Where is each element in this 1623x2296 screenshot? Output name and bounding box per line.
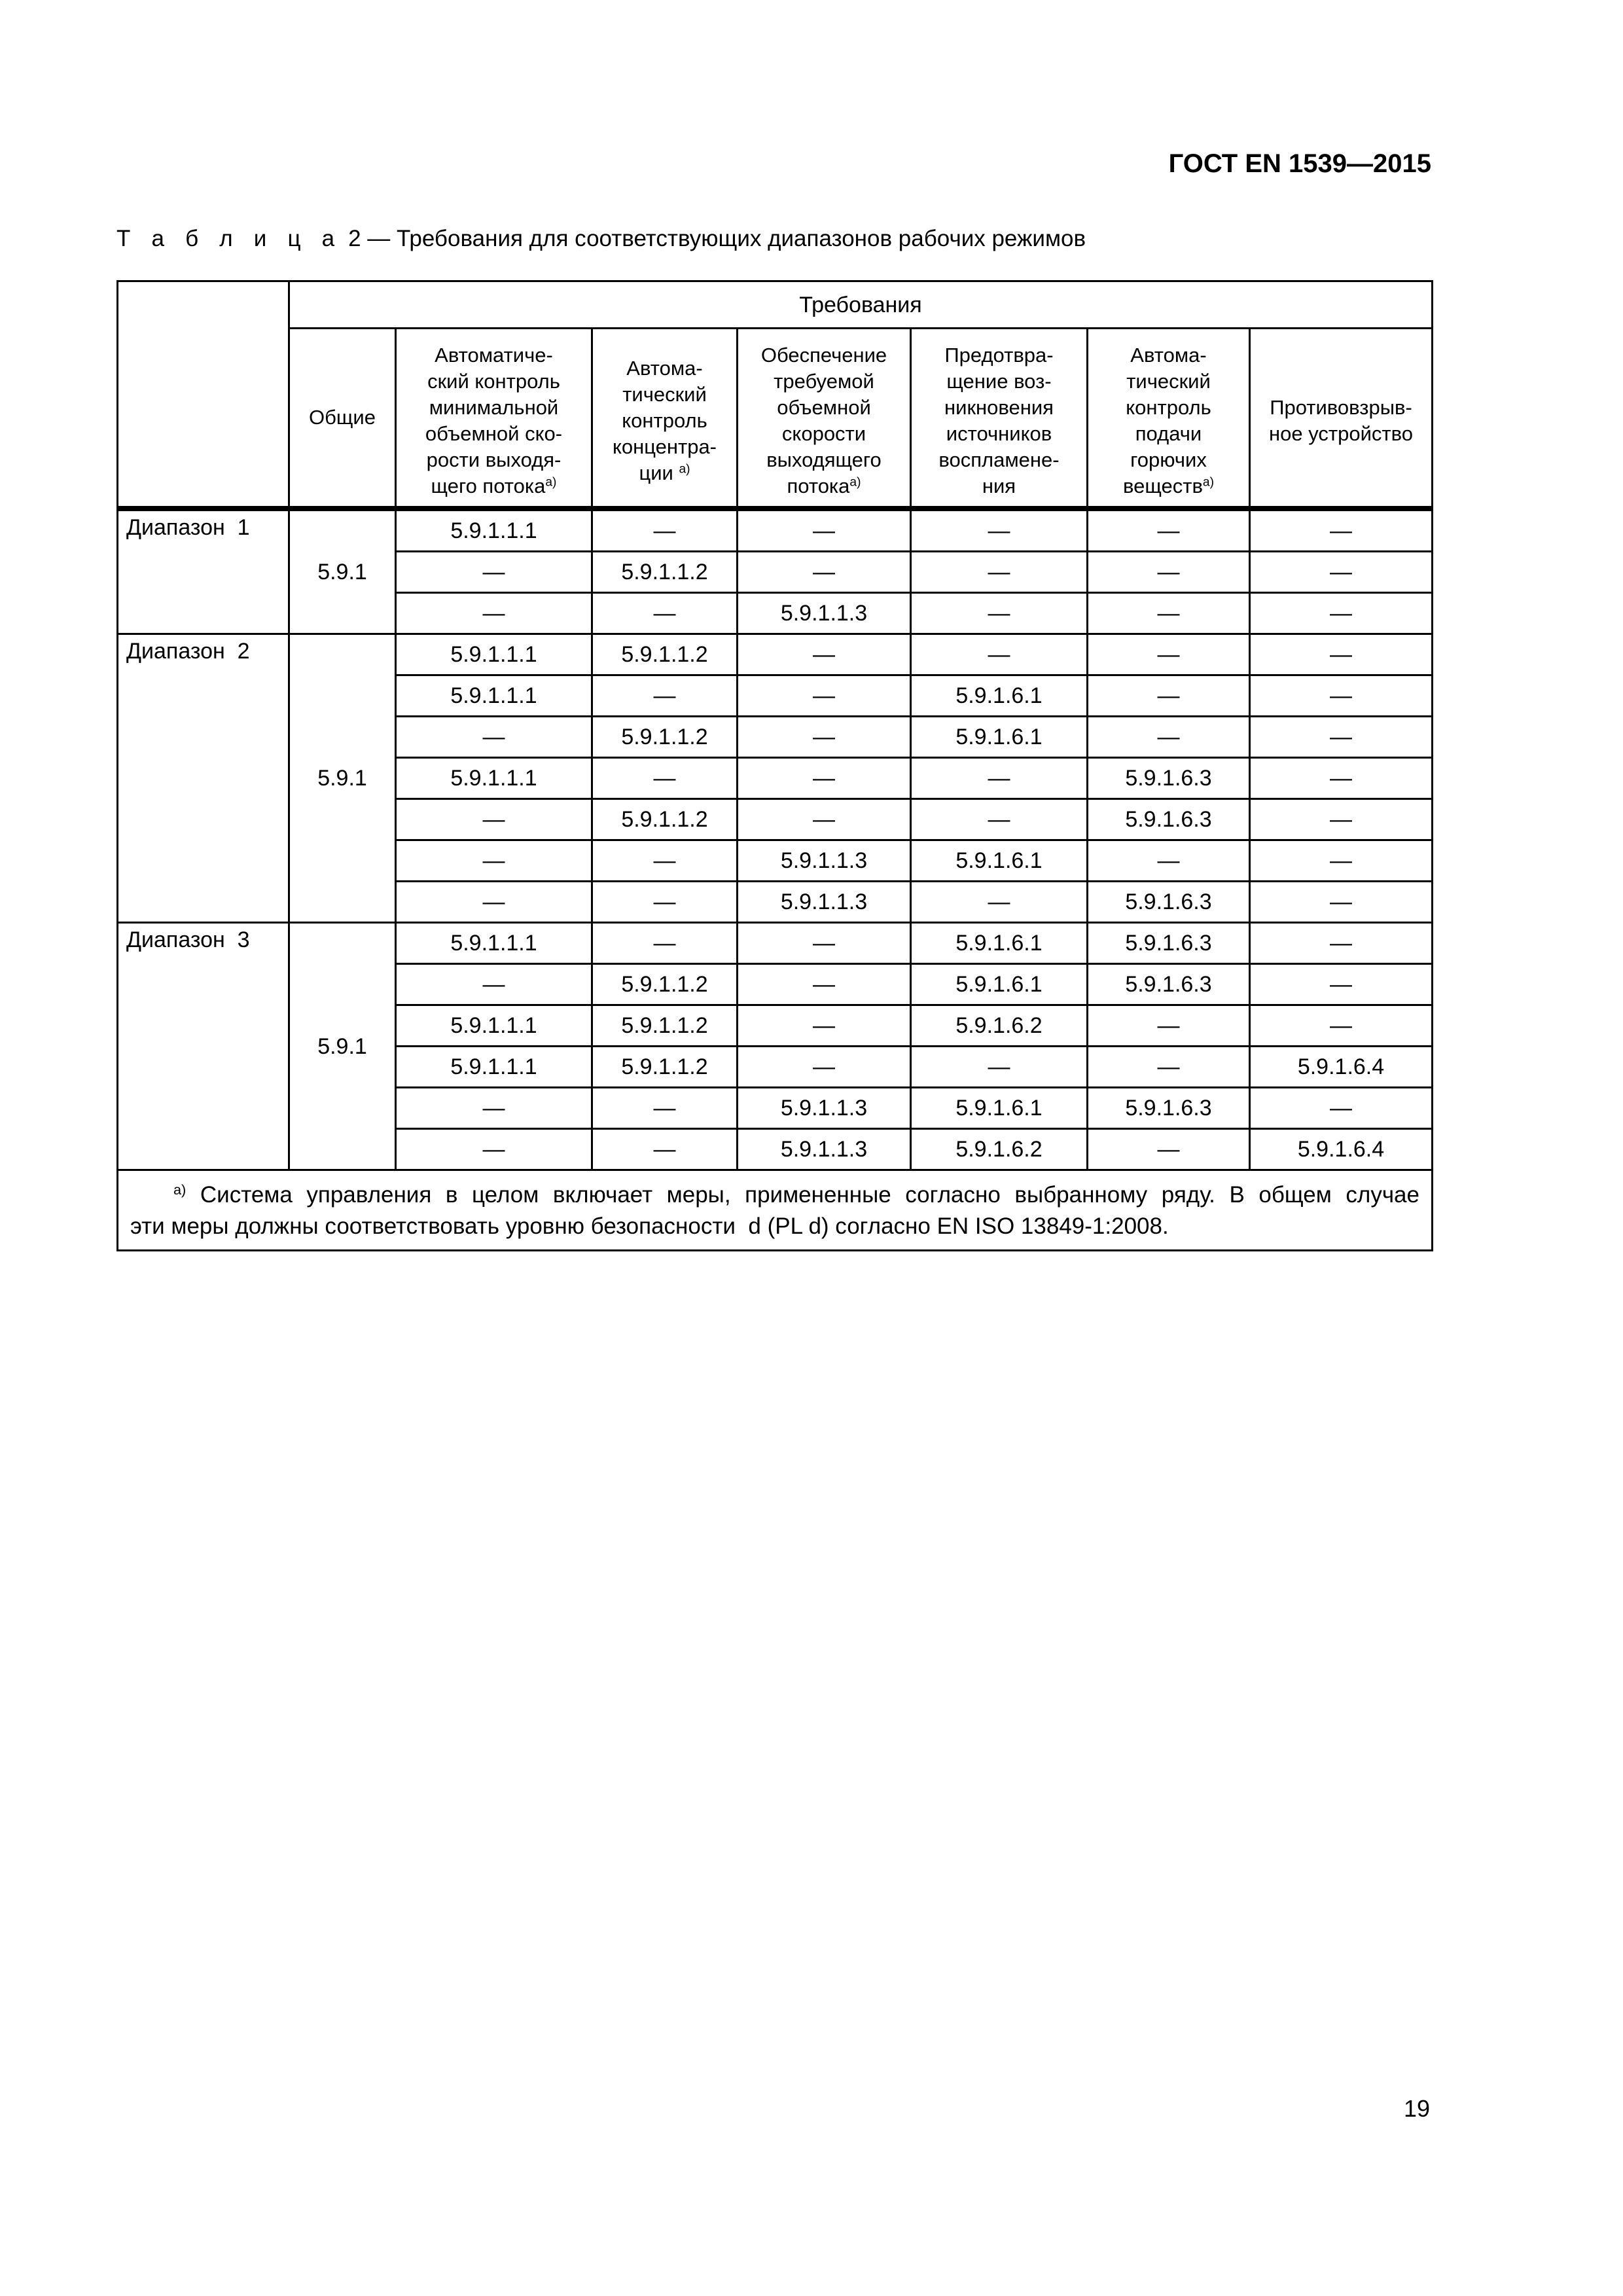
table-cell: 5.9.1.6.4 [1250, 1129, 1433, 1170]
table-cell: — [592, 923, 738, 964]
table-cell: — [1088, 634, 1250, 675]
table-cell: — [1088, 1129, 1250, 1170]
column-header [289, 329, 396, 509]
page-number: 19 [1403, 2095, 1430, 2122]
range-name: Диапазон 2 [118, 634, 289, 923]
table-cell: 5.9.1.6.3 [1088, 882, 1250, 923]
table-cell: 5.9.1.6.3 [1088, 964, 1250, 1005]
table-cell: — [592, 758, 738, 799]
table-cell: — [1250, 758, 1433, 799]
table-cell: — [1088, 509, 1250, 552]
table-cell: — [738, 964, 911, 1005]
table-cell: — [1088, 1047, 1250, 1088]
table-cell: — [1250, 799, 1433, 840]
column-header-text: Автома- тический контроль концентра- ции [612, 357, 717, 484]
general-requirement: 5.9.1 [289, 509, 396, 634]
caption-number: 2 [348, 226, 361, 251]
footnote-marker: a) [1202, 475, 1214, 490]
table-cell: — [738, 552, 911, 593]
table-cell: 5.9.1.1.2 [592, 634, 738, 675]
column-header-text: Автоматиче- ский контроль минимальной объемной ско- рости выходя- щего потока [425, 344, 563, 497]
general-requirement: 5.9.1 [289, 634, 396, 923]
table-cell: 5.9.1.1.3 [738, 840, 911, 882]
corner-cell [118, 281, 289, 509]
footnote-marker: a) [849, 475, 861, 490]
table-cell: — [911, 882, 1088, 923]
range-name: Диапазон 1 [118, 509, 289, 634]
table-row [118, 509, 1433, 552]
table-cell: — [592, 840, 738, 882]
footnote-text: Система управления в целом включает меры, примененные согласно выбранному ряду. В общем случае [186, 1182, 1419, 1208]
table-cell: — [396, 840, 592, 882]
column-header [592, 329, 738, 509]
table-cell: 5.9.1.1.1 [396, 1005, 592, 1047]
table-cell: 5.9.1.1.2 [592, 1005, 738, 1047]
table-cell: 5.9.1.6.3 [1088, 758, 1250, 799]
table-caption [116, 226, 1086, 252]
table-cell: — [396, 882, 592, 923]
table-cell: — [1088, 1005, 1250, 1047]
table-cell: — [396, 717, 592, 758]
column-header [396, 329, 592, 509]
table-cell: — [1088, 717, 1250, 758]
column-header [1250, 329, 1433, 509]
table-cell: — [1250, 1005, 1433, 1047]
table-cell: 5.9.1.6.1 [911, 840, 1088, 882]
table-cell: — [1250, 675, 1433, 717]
table-cell: — [1088, 593, 1250, 634]
table-cell: — [1250, 840, 1433, 882]
table-cell: — [1088, 675, 1250, 717]
table-cell: 5.9.1.1.2 [592, 964, 738, 1005]
table-cell: — [738, 509, 911, 552]
table-cell: — [738, 799, 911, 840]
table-cell: — [1250, 593, 1433, 634]
table-cell: — [738, 634, 911, 675]
table-cell: — [592, 593, 738, 634]
table-cell: 5.9.1.1.2 [592, 552, 738, 593]
table-cell: 5.9.1.1.1 [396, 634, 592, 675]
range-name: Диапазон 3 [118, 923, 289, 1170]
column-header-text: Противовзрыв- ное устройство [1269, 396, 1413, 445]
table-cell: — [396, 552, 592, 593]
table-cell: 5.9.1.6.1 [911, 964, 1088, 1005]
table-cell: — [592, 1129, 738, 1170]
caption-text: — Требования для соответствующих диапазонов рабочих режимов [361, 226, 1086, 251]
table-cell: 5.9.1.1.1 [396, 675, 592, 717]
table-cell: 5.9.1.6.3 [1088, 923, 1250, 964]
table-cell: 5.9.1.6.1 [911, 1088, 1088, 1129]
table-cell: 5.9.1.6.2 [911, 1005, 1088, 1047]
table-cell: — [911, 758, 1088, 799]
table-cell: 5.9.1.1.2 [592, 799, 738, 840]
table-cell: — [592, 675, 738, 717]
column-header-text: Обеспечение требуемой объемной скорости выходящего потока [760, 344, 887, 497]
table-cell: — [396, 799, 592, 840]
table-cell: 5.9.1.1.1 [396, 509, 592, 552]
table-cell: — [1250, 923, 1433, 964]
footnote-marker: a) [173, 1181, 187, 1198]
column-header-text: Общие [309, 406, 376, 429]
table-cell: — [738, 717, 911, 758]
table-cell: — [592, 509, 738, 552]
table-cell: 5.9.1.1.1 [396, 758, 592, 799]
table-cell: — [1250, 882, 1433, 923]
column-header-text: Предотвра- щение воз- никновения источников воспламене- ния [938, 344, 1060, 497]
table-cell: 5.9.1.1.2 [592, 717, 738, 758]
table-cell: — [911, 1047, 1088, 1088]
caption-prefix: Т а б л и ц а [116, 226, 342, 251]
table-cell: — [911, 799, 1088, 840]
footnote-line: эти меры должны соответствовать уровню безопасности d (PL d) согласно EN ISO 13849-1:2008. [130, 1213, 1169, 1239]
table-cell: 5.9.1.1.3 [738, 593, 911, 634]
table-cell: — [396, 1129, 592, 1170]
table-cell: — [911, 509, 1088, 552]
table-cell: 5.9.1.6.3 [1088, 1088, 1250, 1129]
table-cell: — [911, 593, 1088, 634]
footnote-marker: a) [679, 462, 690, 476]
table-cell: 5.9.1.1.3 [738, 882, 911, 923]
table-cell: — [396, 964, 592, 1005]
table-row [118, 634, 1433, 675]
table-cell: — [738, 923, 911, 964]
table-cell: 5.9.1.1.3 [738, 1129, 911, 1170]
table-cell: 5.9.1.6.1 [911, 717, 1088, 758]
table-cell: — [1250, 964, 1433, 1005]
table-cell: — [592, 1088, 738, 1129]
requirements-group-header: Требования [289, 281, 1433, 329]
table-cell: — [396, 1088, 592, 1129]
table-cell: — [738, 675, 911, 717]
table-cell: — [1088, 552, 1250, 593]
footnote-line [130, 1179, 1419, 1211]
table-cell: — [1250, 1088, 1433, 1129]
document-code: ГОСТ EN 1539—2015 [1168, 149, 1431, 178]
table-cell: 5.9.1.6.4 [1250, 1047, 1433, 1088]
table-cell: 5.9.1.6.3 [1088, 799, 1250, 840]
table-cell: 5.9.1.6.1 [911, 923, 1088, 964]
column-header [1088, 329, 1250, 509]
footnote-row [118, 1170, 1433, 1251]
table-footnote [118, 1170, 1433, 1251]
table-row [118, 923, 1433, 964]
column-header-text: Автома- тический контроль подачи горючих веществ [1122, 344, 1211, 497]
footnote-marker: a) [545, 475, 557, 490]
table-cell: — [738, 758, 911, 799]
requirements-table [116, 280, 1433, 1251]
table-cell: — [911, 634, 1088, 675]
table-cell: — [1250, 552, 1433, 593]
table-cell: 5.9.1.1.3 [738, 1088, 911, 1129]
table-cell: — [1088, 840, 1250, 882]
table-cell: — [1250, 509, 1433, 552]
table-cell: — [738, 1005, 911, 1047]
table-cell: — [738, 1047, 911, 1088]
table-cell: 5.9.1.6.1 [911, 675, 1088, 717]
table-cell: — [396, 593, 592, 634]
column-header [911, 329, 1088, 509]
table-cell: — [1250, 634, 1433, 675]
table-cell: 5.9.1.1.1 [396, 923, 592, 964]
table-cell: — [911, 552, 1088, 593]
general-requirement: 5.9.1 [289, 923, 396, 1170]
table-cell: — [1250, 717, 1433, 758]
table-cell: — [592, 882, 738, 923]
table-cell: 5.9.1.6.2 [911, 1129, 1088, 1170]
table-cell: 5.9.1.1.2 [592, 1047, 738, 1088]
table-cell: 5.9.1.1.1 [396, 1047, 592, 1088]
column-header [738, 329, 911, 509]
